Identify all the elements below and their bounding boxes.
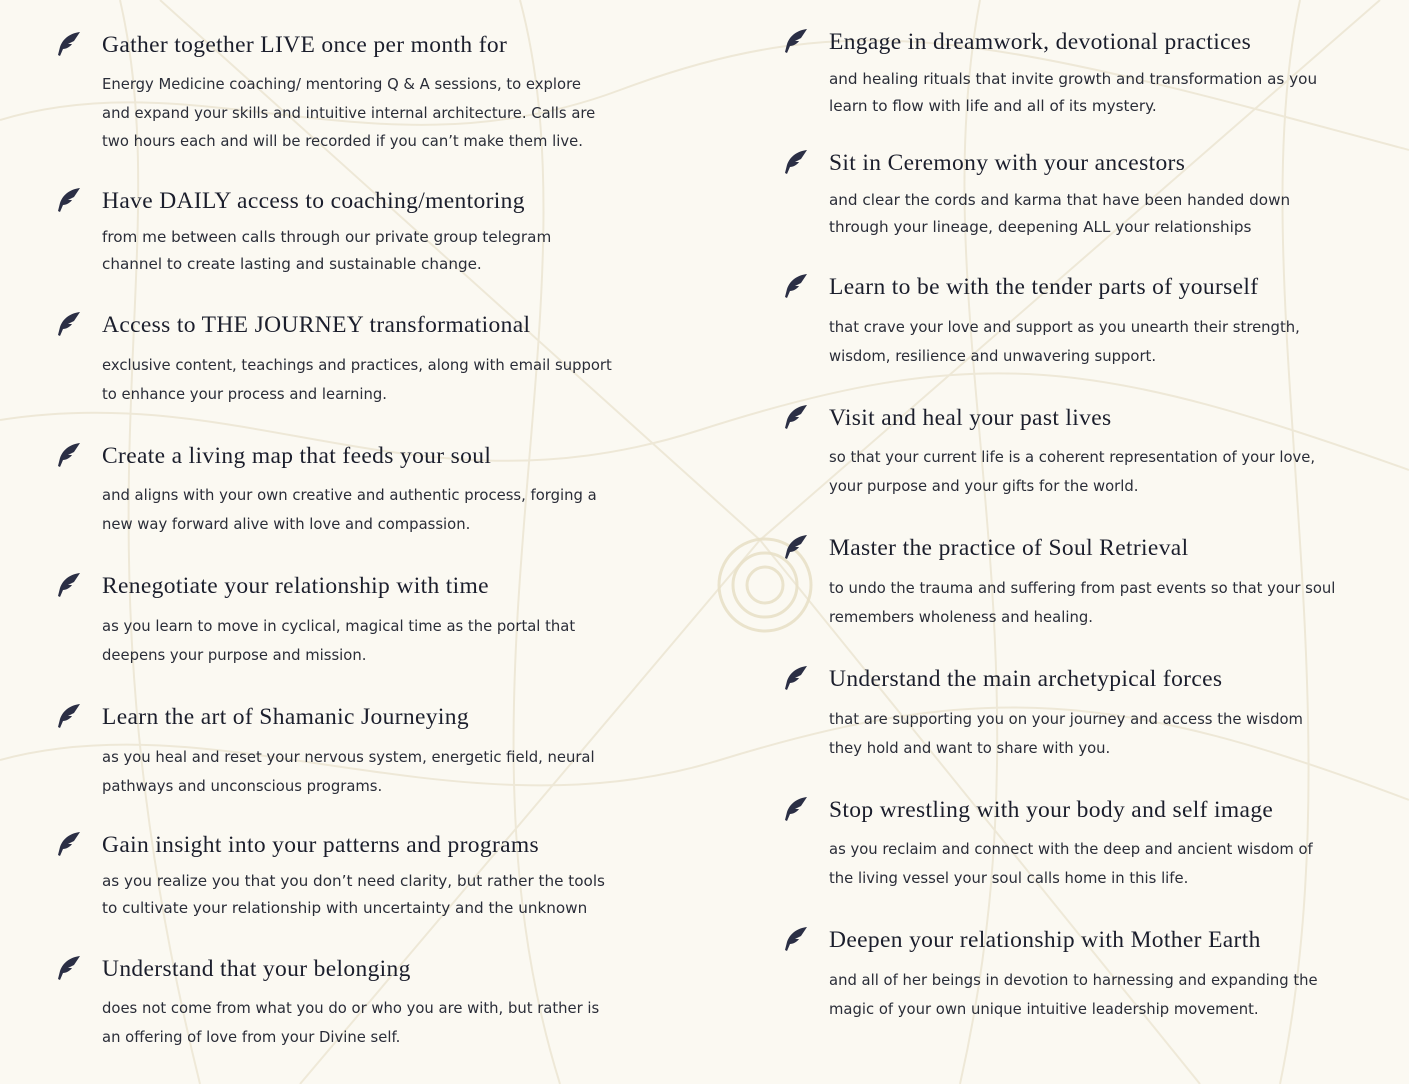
feather-icon — [55, 830, 83, 858]
item-text: does not come from what you do or who you are with, but rather is an offering of love from your Divine self. — [102, 1000, 600, 1046]
feather-icon — [782, 925, 810, 953]
feather-icon — [55, 954, 83, 982]
item-text: as you learn to move in cyclical, magical time as the portal that deepens your purpose and mission. — [102, 618, 576, 664]
feather-icon — [782, 795, 810, 823]
item-title: Learn to be with the tender parts of yourself — [829, 274, 1259, 300]
feather-icon — [782, 148, 810, 176]
item-text: as you heal and reset your nervous system, energetic field, neural pathways and unconscious programs. — [102, 749, 595, 795]
feather-icon — [782, 403, 810, 431]
item-text: to undo the trauma and suffering from past events so that your soul remembers wholeness and healing. — [829, 580, 1336, 626]
item-text: exclusive content, teachings and practices, along with email support to enhance your process and learning. — [102, 357, 612, 403]
item-text: that are supporting you on your journey and access the wisdom they hold and want to share with you. — [829, 711, 1303, 757]
item-text: from me between calls through our private group telegram channel to create lasting and sustainable change. — [102, 228, 552, 273]
feather-icon — [55, 30, 83, 58]
item-title: Understand that your belonging — [102, 956, 411, 982]
feather-icon — [782, 27, 810, 55]
item-title: Master the practice of Soul Retrieval — [829, 535, 1189, 561]
feather-icon — [55, 702, 83, 730]
feather-icon — [55, 571, 83, 599]
item-title: Gain insight into your patterns and programs — [102, 832, 540, 858]
item-title: Access to THE JOURNEY transformational — [102, 312, 531, 338]
item-title: Gather together LIVE once per month for — [102, 32, 508, 58]
item-text: and aligns with your own creative and authentic process, forging a new way forward alive with love and compassion. — [102, 487, 597, 533]
feather-icon — [782, 533, 810, 561]
item-text: and healing rituals that invite growth and transformation as you learn to flow with life and all of its mystery. — [829, 70, 1318, 115]
item-title: Visit and heal your past lives — [829, 405, 1112, 431]
item-title: Renegotiate your relationship with time — [102, 573, 489, 599]
item-title: Engage in dreamwork, devotional practices — [829, 29, 1252, 55]
feather-icon — [55, 441, 83, 469]
item-text: as you reclaim and connect with the deep and ancient wisdom of the living vessel your soul calls home in this life. — [829, 841, 1313, 887]
item-text: and clear the cords and karma that have been handed down through your lineage, deepening ALL your relationships — [829, 191, 1291, 236]
item-text: as you realize you that you don’t need clarity, but rather the tools to cultivate your relationship with uncertainty and the unknown — [102, 872, 605, 917]
item-title: Learn the art of Shamanic Journeying — [102, 704, 469, 730]
item-title: Deepen your relationship with Mother Earth — [829, 927, 1261, 953]
item-text: Energy Medicine coaching/ mentoring Q & A sessions, to explore and expand your skills and intuitive internal architecture. Calls are two hours each and will be recorded if you can’t make them live. — [102, 76, 596, 150]
feather-icon — [782, 664, 810, 692]
item-title: Understand the main archetypical forces — [829, 666, 1223, 692]
item-title: Have DAILY access to coaching/mentoring — [102, 188, 525, 214]
item-text: so that your current life is a coherent representation of your love, your purpose and your gifts for the world. — [829, 449, 1316, 495]
item-text: and all of her beings in devotion to harnessing and expanding the magic of your own unique intuitive leadership movement. — [829, 972, 1318, 1018]
item-title: Create a living map that feeds your soul — [102, 443, 492, 469]
item-text: that crave your love and support as you unearth their strength, wisdom, resilience and unwavering support. — [829, 319, 1300, 365]
feather-icon — [55, 186, 83, 214]
item-title: Stop wrestling with your body and self image — [829, 797, 1274, 823]
feather-icon — [55, 310, 83, 338]
item-title: Sit in Ceremony with your ancestors — [829, 150, 1186, 176]
feather-icon — [782, 272, 810, 300]
